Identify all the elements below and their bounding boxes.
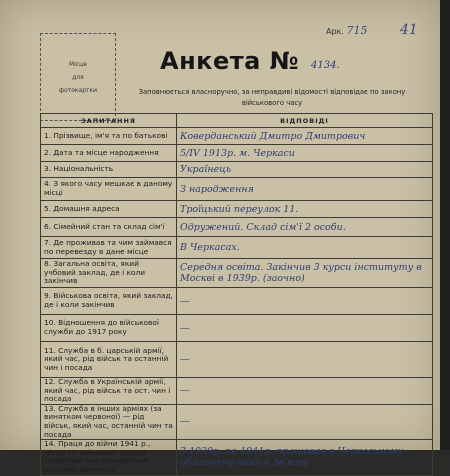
question-cell: 4. З якого часу мешкає в даному місці [41,178,177,201]
table-row [41,342,433,378]
photo-label-line1: Місце [69,60,87,68]
question-cell: 7. Де проживав та чим займався по перевезду в дане місце [41,237,177,259]
archive-sheet-label [326,24,367,37]
table-row [41,145,433,162]
table-row [41,237,433,259]
table-row [41,378,433,405]
photo-label-line3: фотокартки [58,86,98,94]
question-cell: 3. Національність [41,162,177,178]
answer-cell: В Черкасах. [177,237,433,259]
question-cell: 11. Служба в б. царській армії, який час, рід військ та останній чин і посада [41,342,177,378]
answer-cell: Одружений. Склад сім'ї 2 особи. [177,218,433,237]
answer-cell: Троїцький переулок 11. [177,201,433,218]
question-cell: 13. Служба в інших арміях (за винятком червоної) — рід військ, який час, останній чин та посада [41,404,177,439]
table-row [41,315,433,342]
question-cell: 2. Дата та місце народження [41,145,177,162]
answer-cell: Середня освіта. Закінчив 3 курси інституту в Москві в 1939р. (заочно) [177,259,433,288]
table-row [41,178,433,201]
answer-cell: Українець [177,162,433,178]
form-instructions: Заповнюється власноручно, за неправдиві відомості відповідає по закону військового часу [138,88,406,107]
archive-sheet-prefix: Арк. [326,27,344,36]
table-row [41,218,433,237]
question-cell: 5. Домашня адреса [41,201,177,218]
answer-cell: — [177,342,433,378]
question-cell: 14. Праця до війни 1941 р., місце та займаема посада (короткий але конкретний перелік) якими по [41,440,177,475]
table-row [41,201,433,218]
table-header-row [41,114,433,128]
answer-cell: — [177,378,433,405]
table-row [41,259,433,288]
question-cell: 6. Сімейний стан та склад сім'ї [41,218,177,237]
page-number: 41 [400,22,418,38]
table-row [41,128,433,145]
table-row [41,404,433,439]
table-row [41,162,433,178]
questionnaire-table [40,113,433,476]
question-cell: 12. Служба в Українській армії, який час, рід військ та ост. чин і посада [41,378,177,405]
archive-sheet-number: 715 [346,24,368,37]
answer-cell: З народження [177,178,433,201]
answer-cell: 5/IV 1913р. м. Черкаси [177,145,433,162]
answers-column-header: ВІДПОВІДІ [177,114,433,128]
answer-cell: — [177,404,433,439]
table-row [41,440,433,475]
form-number: 4134. [311,60,340,71]
photo-label-line2: для [72,73,84,81]
table-row [41,288,433,315]
binder-edge [440,0,450,450]
question-cell: 9. Військова освіта, який заклад, де і коли закінчив [41,288,177,315]
photo-placeholder [40,33,116,121]
answer-cell: — [177,315,433,342]
question-cell: 1. Прізвище, ім'я та по батькові [41,128,177,145]
answer-cell: — [177,288,433,315]
page-title: Анкета № [160,47,300,75]
question-cell: 10. Відношення до військової служби до 1917 року [41,315,177,342]
question-cell: 8. Загальна освіта, який учбовий заклад, де і коли закінчив [41,259,177,288]
answer-cell: Коверданський Дмитро Дмитрович [177,128,433,145]
questions-column-header: ЗАПИТАННЯ [41,114,177,128]
answer-cell: З 1939р. по 1941р. працював в Черкаському обласному відділі Зв'язку [177,440,433,475]
